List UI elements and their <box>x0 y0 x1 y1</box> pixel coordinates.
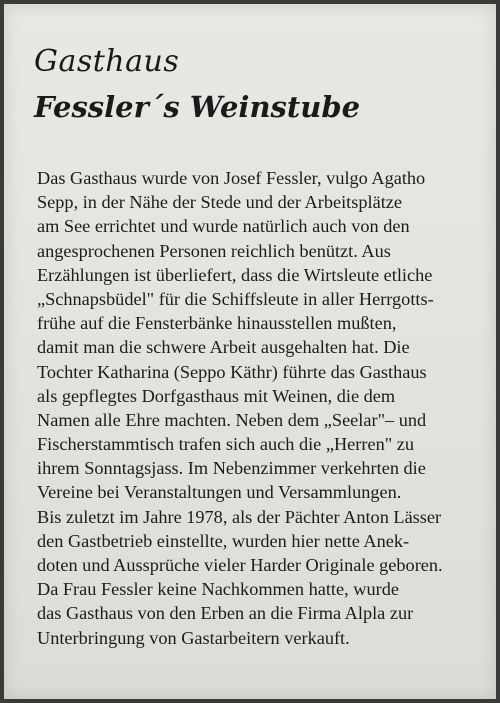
body-line: Das Gasthaus wurde von Josef Fessler, vulgo Agatho <box>37 168 426 188</box>
body-line: Fischerstammtisch trafen sich auch die „Herren" zu <box>37 434 415 455</box>
info-sign <box>4 4 496 699</box>
body-line: „Schnapsbüdel" für die Schiffsleute in aller Herrgotts- <box>37 288 434 309</box>
sign-body-text <box>37 166 487 650</box>
body-line: Unterbringung von Gastarbeitern verkauft. <box>37 627 350 648</box>
sign-title-line-2: Fessler´s Weinstube <box>34 90 361 124</box>
body-line: doten und Aussprüche vieler Harder Originale geboren. <box>37 555 443 575</box>
body-line: Da Frau Fessler keine Nachkommen hatte, wurde <box>37 579 399 600</box>
body-line: Vereine bei Veranstaltungen und Versammlungen. <box>37 482 402 503</box>
body-line: das Gasthaus von den Erben an die Firma Alpla zur <box>37 603 414 624</box>
body-line: am See errichtet und wurde natürlich auch von den <box>37 216 410 237</box>
body-line: Bis zuletzt im Jahre 1978, als der Pächter Anton Lässer <box>37 506 442 527</box>
body-line: den Gastbetrieb einstellte, wurden hier nette Anek- <box>37 530 410 551</box>
body-line: Sepp, in der Nähe der Stede und der Arbeitsplätze <box>37 192 402 213</box>
sign-title-line-1: Gasthaus <box>34 44 180 79</box>
body-line: Erzählungen ist überliefert, dass die Wirtsleute etliche <box>37 264 433 285</box>
body-line: ihrem Sonntagsjass. Im Nebenzimmer verkehrten die <box>37 458 426 479</box>
body-line: frühe auf die Fensterbänke hinausstellen mußten, <box>37 313 397 334</box>
body-line: damit man die schwere Arbeit ausgehalten hat. Die <box>37 337 410 358</box>
body-line: Tochter Katharina (Seppo Käthr) führte das Gasthaus <box>37 361 427 382</box>
body-line: angesprochenen Personen reichlich benützt. Aus <box>37 240 391 261</box>
body-line: als gepflegtes Dorfgasthaus mit Weinen, die dem <box>37 385 396 406</box>
body-line: Namen alle Ehre machten. Neben dem „Seelar"– und <box>37 409 427 430</box>
